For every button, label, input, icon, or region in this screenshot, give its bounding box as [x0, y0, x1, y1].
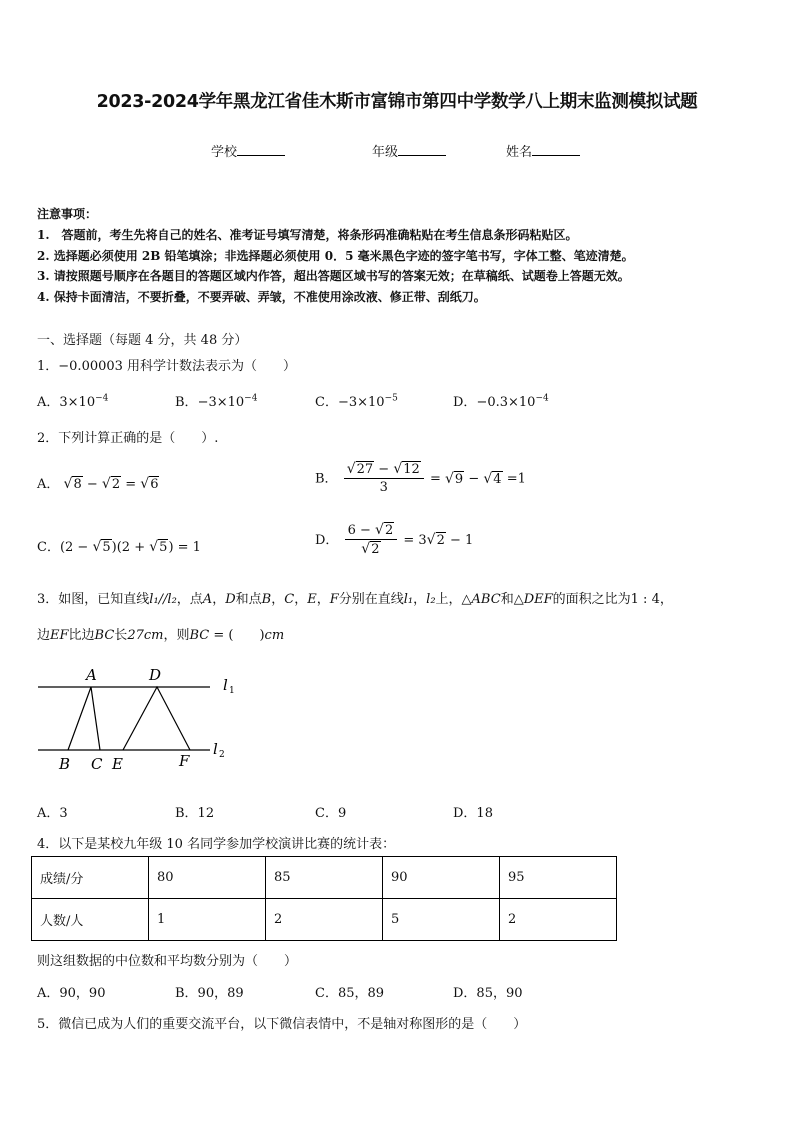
q3-stem-line1: 3．如图，已知直线l₁//l₂，点A，D和点B，C，E，F分别在直线l₁，l₂上，△ABC和△DEF的面积之比为1 : 4，	[37, 592, 673, 607]
label-d: D	[149, 666, 162, 684]
q4-question: 则这组数据的中位数和平均数分别为（ ）	[37, 954, 298, 969]
table-row	[32, 857, 617, 899]
table-cell: 人数/人	[32, 899, 149, 941]
table-cell: 85	[266, 857, 383, 899]
label-c: C	[91, 755, 103, 773]
q3-option-d[interactable]: D．18	[453, 806, 493, 821]
label-a: A	[86, 666, 97, 684]
q3-option-a[interactable]: A．3	[37, 806, 68, 821]
q4-option-a[interactable]: A．90，90	[37, 986, 106, 1001]
page-title: 2023-2024学年黑龙江省佳木斯市富锦市第四中学数学八上期末监测模拟试题	[96, 92, 698, 112]
q2-option-b[interactable]: B． $\frac{√27 - √12}{3}$ = √9 − √4 =1	[315, 461, 526, 495]
grade-label: 年级	[372, 145, 399, 160]
name-field[interactable]	[506, 141, 580, 160]
note-item: 1. 答题前，考生先将自己的姓名、准考证号填写清楚，将条形码准确粘贴在考生信息条形码粘贴区。	[37, 228, 578, 242]
q3-figure	[30, 660, 240, 775]
label-l1: l	[223, 676, 228, 694]
q3-option-c[interactable]: C．9	[315, 806, 347, 821]
table-cell: 2	[266, 899, 383, 941]
q1-option-c[interactable]: C．$-3\times 10^{-5}$	[315, 393, 398, 410]
table-row	[32, 899, 617, 941]
q1-stem: 1．−0.00003 用科学计数法表示为（ ）	[37, 359, 297, 374]
name-blank[interactable]	[532, 143, 580, 156]
grade-blank[interactable]	[398, 143, 446, 156]
label-b: B	[59, 755, 71, 773]
q5-stem: 5．微信已成为人们的重要交流平台，以下微信表情中，不是轴对称图形的是（ ）	[37, 1017, 527, 1032]
table-cell: 1	[149, 899, 266, 941]
table-cell: 5	[383, 899, 500, 941]
label-l2: l	[213, 740, 218, 758]
name-label: 姓名	[506, 145, 533, 160]
q1-option-a[interactable]: A．$3\times 10^{-4}$	[37, 393, 109, 410]
q4-option-b[interactable]: B．90，89	[175, 986, 244, 1001]
q4-option-c[interactable]: C．85，89	[315, 986, 385, 1001]
q3-stem-line2: 边EF比边BC长27cm，则BC = ( )cm	[37, 628, 285, 643]
school-label: 学校	[211, 145, 238, 160]
q1-option-d[interactable]: D．$-0.3\times 10^{-4}$	[453, 393, 549, 410]
q1-option-b[interactable]: B．$-3\times 10^{-4}$	[175, 393, 258, 410]
table-cell: 成绩/分	[32, 857, 149, 899]
q2-option-a[interactable]: A． √8 − √2 = √6	[37, 476, 159, 492]
school-field[interactable]	[211, 141, 285, 160]
label-e: E	[112, 755, 123, 773]
triangle-def	[123, 687, 190, 750]
q2-stem: 2．下列计算正确的是（ ）.	[37, 431, 219, 446]
label-l2-sub: 2	[219, 750, 225, 760]
section-heading: 一、选择题（每题 4 分，共 48 分）	[37, 333, 248, 348]
label-f: F	[179, 752, 190, 770]
table-cell: 95	[500, 857, 617, 899]
q2-option-d[interactable]: D． $\frac{6 - √2}{√2}$ = 3√2 − 1	[315, 522, 474, 557]
q3-option-b[interactable]: B．12	[175, 806, 215, 821]
q4-stem: 4．以下是某校九年级 10 名同学参加学校演讲比赛的统计表：	[37, 837, 396, 852]
school-blank[interactable]	[237, 143, 285, 156]
table-cell: 90	[383, 857, 500, 899]
table-cell: 2	[500, 899, 617, 941]
q2-option-c[interactable]: C．(2 − √5)(2 + √5) = 1	[37, 539, 201, 555]
table-cell: 80	[149, 857, 266, 899]
notes-heading: 注意事项：	[37, 207, 98, 221]
label-l1-sub: 1	[229, 686, 235, 696]
stats-table	[31, 856, 617, 941]
triangle-abc	[68, 687, 100, 750]
q4-option-d[interactable]: D．85，90	[453, 986, 523, 1001]
note-item: 4. 保持卡面清洁，不要折叠，不要弄破、弄皱，不准使用涂改液、修正带、刮纸刀。	[37, 290, 486, 304]
grade-field[interactable]	[372, 141, 446, 160]
note-item: 2. 选择题必须使用 2B 铅笔填涂；非选择题必须使用 0．5 毫米黑色字迹的签字笔书写，字体工整、笔迹清楚。	[37, 249, 634, 263]
note-item: 3. 请按照题号顺序在各题目的答题区域内作答，超出答题区域书写的答案无效；在草稿纸、试题卷上答题无效。	[37, 269, 630, 283]
